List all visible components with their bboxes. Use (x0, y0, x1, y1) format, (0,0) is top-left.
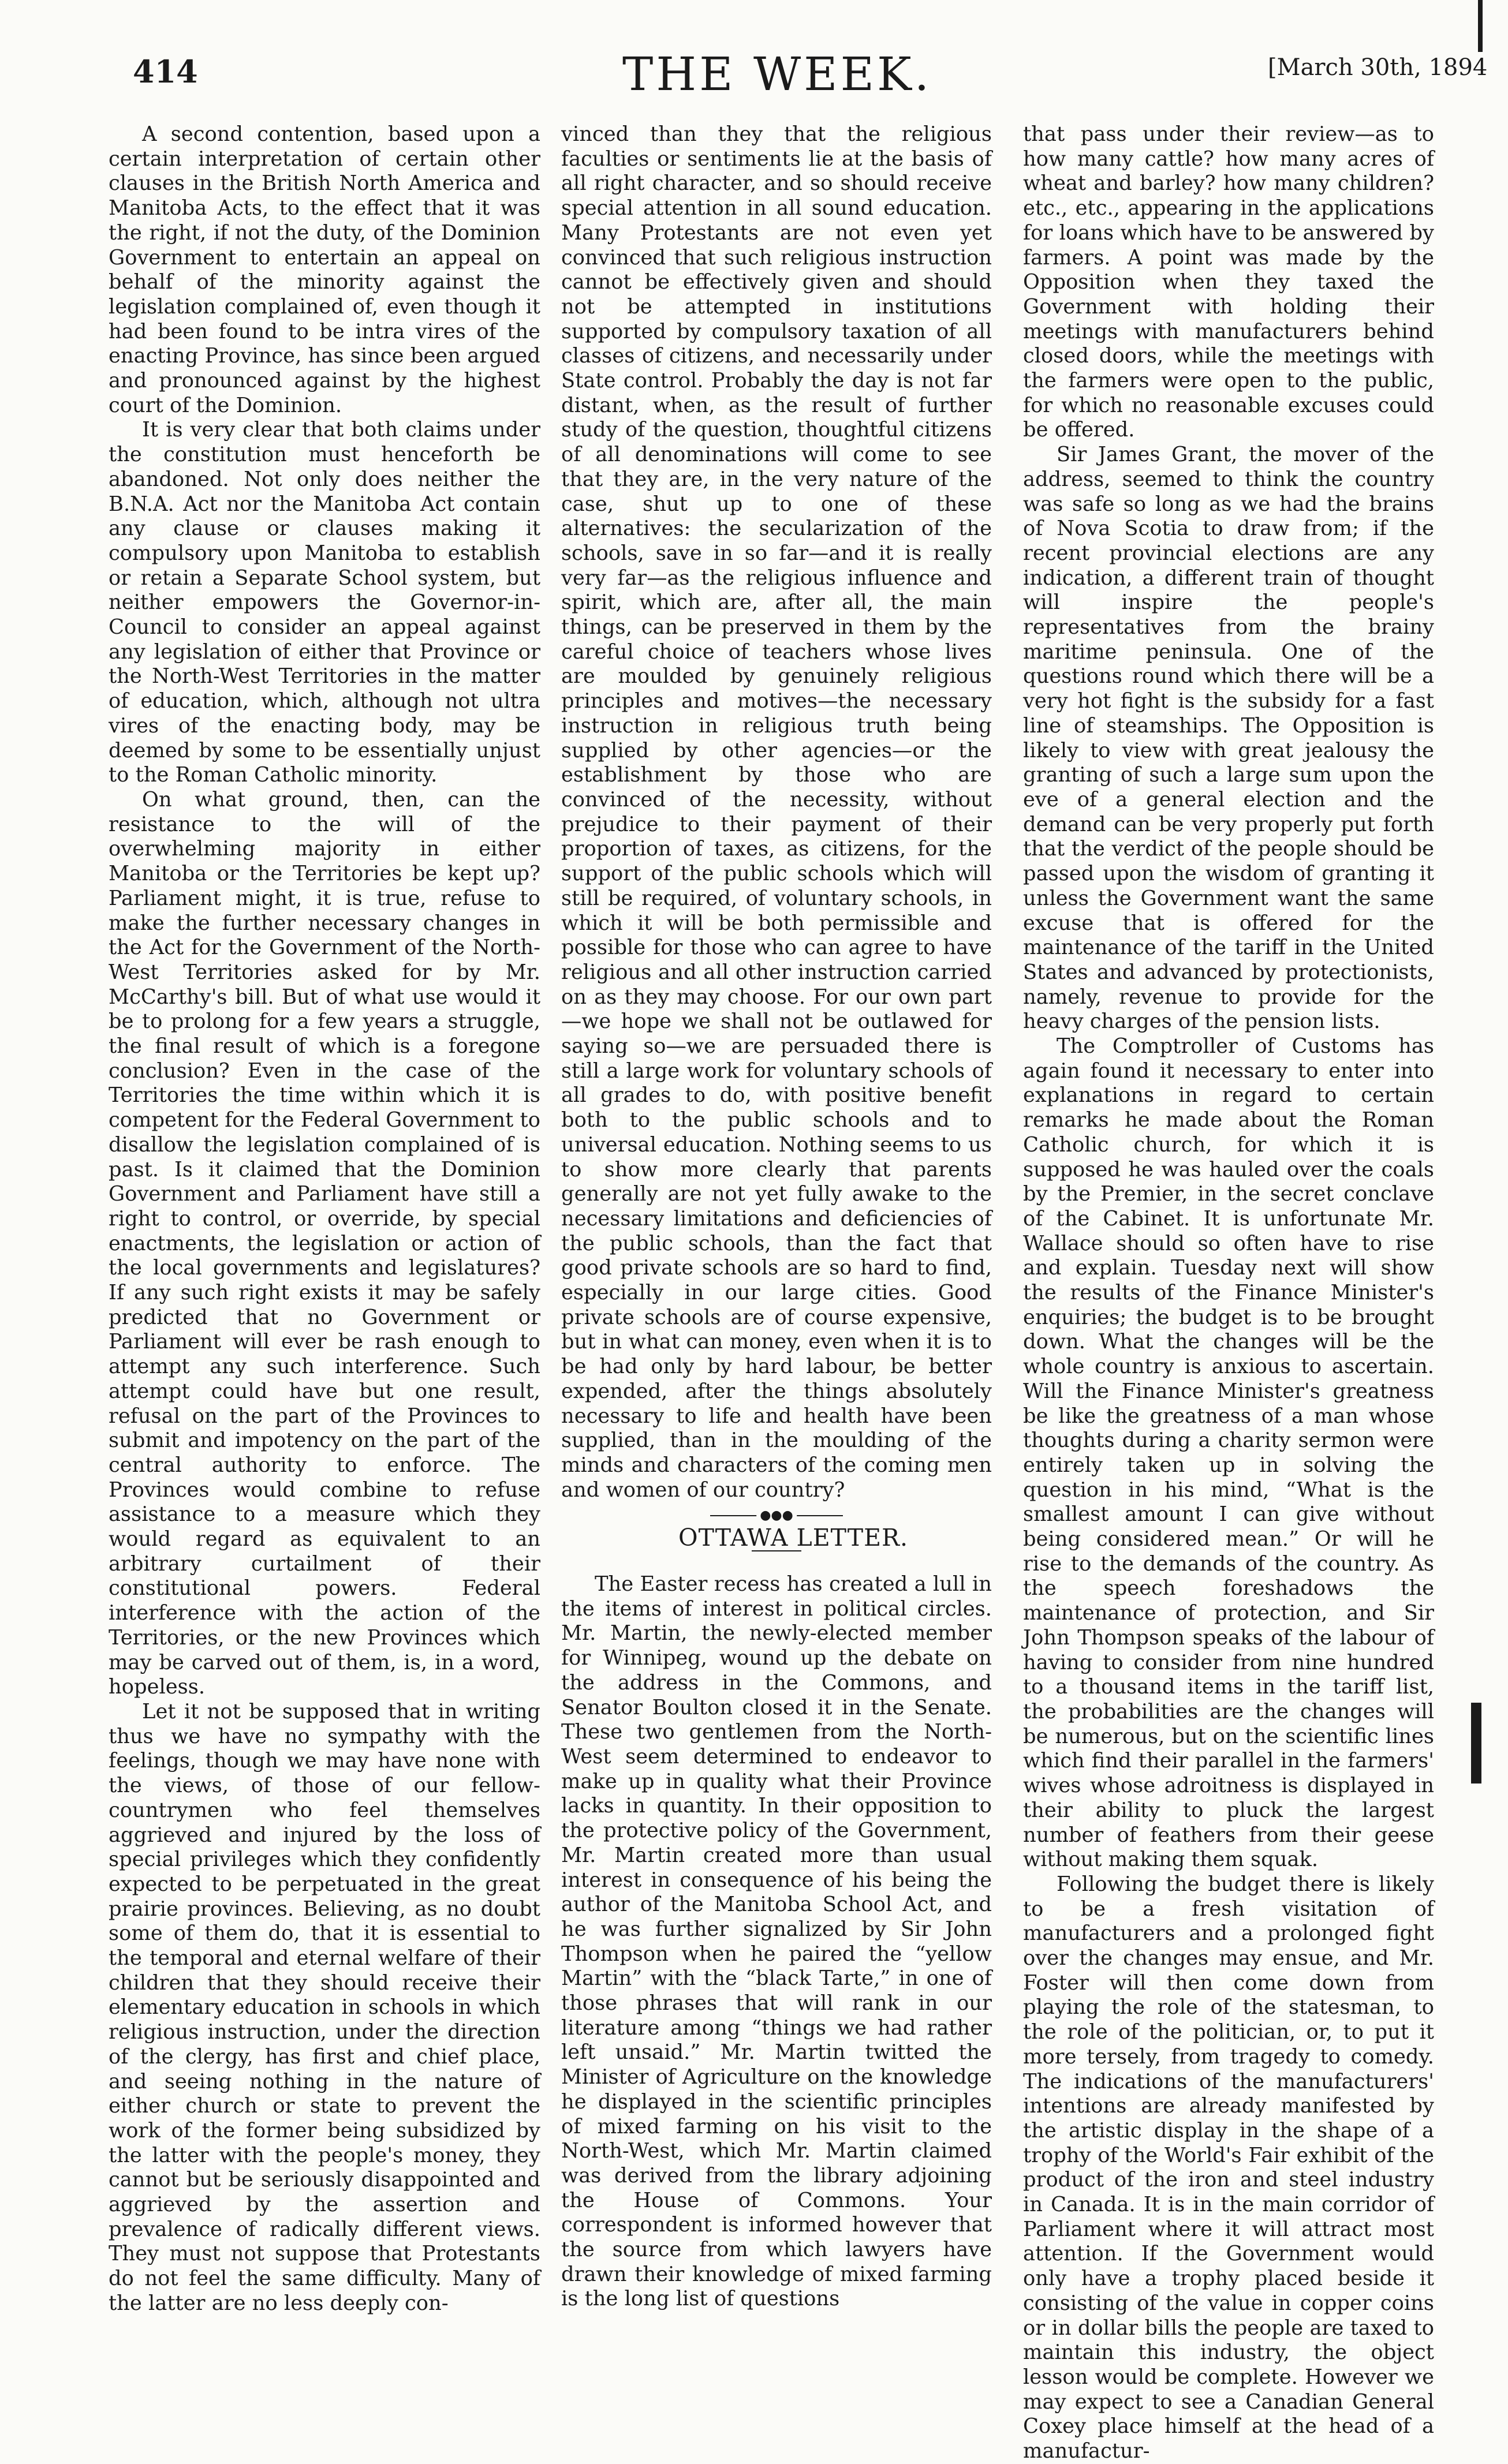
column-3 (1023, 122, 1434, 2463)
column-1 (109, 122, 540, 2315)
paragraph-continued: vinced than they that the religious faculties or sentiments lie at the basis of all right character, and so should receive special attention in all sound education. Many Protestants are not even yet convinced that such religious instruction cannot be effectively given and should not be attempted in institutions supported by compulsory taxation of all classes of citizens, and necessarily under State control. Probably the day is not far distant, when, as the result of further study of the question, thoughtful citizens of all denominations will come to see that they are, in the very nature of the case, shut up to one of these alternatives: the secularization of the schools, save in so far—and it is really very far—as the religious influence and spirit, which are, after all, the main things, can be preserved in them by the careful choice of teachers whose lives are moulded by genuinely religious principles and motives—the necessary instruction in religious truth being supplied by other agencies—or the establishment by those who are convinced of the necessity, without prejudice to their payment of their proportion of taxes, as citizens, for the support of the public schools which will still be required, of voluntary schools, in which it will be both permissible and possible for those who can agree to have religious and all other instruction carried on as they may choose. For our own part—we hope we shall not be outlawed for saying so—we are persuaded there is still a large work for voluntary schools of all grades to do, with positive benefit both to the public schools and to universal education. Nothing seems to us to show more clearly that parents generally are not yet fully awake to the necessary limitations and deficiencies of the public schools, than the fact that good private schools are so hard to find, especially in our large cities. Good private schools are of course expensive, but in what can money, even when it is to be had only by hard labour, be better expended, after the things absolutely necessary to life and health have been supplied, than in the moulding of the minds and characters of the coming men and women of our country? (561, 122, 992, 1502)
section-divider: ●●● (710, 1510, 843, 1521)
binding-edge-mark (1471, 1703, 1481, 1783)
paragraph: Following the budget there is likely to be a fresh visitation of manufacturers and a prolonged fight over the changes may ensue, and Mr. Foster will then come down from playing the role of the statesman, to the role of the politician, or, to put it more tersely, from tragedy to comedy. The indications of the manufacturers' intentions are already manifested by the artistic display in the shape of a trophy of the World's Fair exhibit of the product of the iron and steel industry in Canada. It is in the main corridor of Parliament where it will attract most attention. If the Government would only have a trophy placed beside it consisting of the value in copper coins or in dollar bills the people are taxed to maintain this industry, the object lesson would be complete. However we may expect to see a Canadian General Coxey place himself at the head of a manufactur- (1023, 1872, 1434, 2463)
paragraph: A second contention, based upon a certain interpretation of certain other clauses in the British North America and Manitoba Acts, to the effect that it was the right, if not the duty, of the Dominion Government to entertain an appeal on behalf of the minority against the legislation complained of, even though it had been found to be intra vires of the enacting Province, has since been argued and pronounced against by the highest court of the Dominion. (109, 122, 540, 417)
paragraph: It is very clear that both claims under the constitution must henceforth be abandoned. Not only does neither the B.N.A. Act nor the Manitoba Act contain any clause or clauses making it compulsory upon Manitoba to establish or retain a Separate School system, but neither empowers the Governor-in-Council to consider an appeal against any legislation of either that Province or the North-West Territories in the matter of education, which, although not ultra vires of the enacting body, may be deemed by some to be essentially unjust to the Roman Catholic minority. (109, 418, 540, 787)
section-title: OTTAWA LETTER. (678, 1524, 908, 1552)
page-number: 414 (133, 53, 198, 90)
page-header (0, 0, 1508, 101)
paragraph: Let it not be supposed that in writing thus we have no sympathy with the feelings, though we may have none with the views, of those of our fellow-countrymen who feel themselves aggrieved and injured by the loss of special privileges which they confidently expected to be perpetuated in the great prairie provinces. Believing, as no doubt some of them do, that it is essential to the temporal and eternal welfare of their children that they should receive their elementary education in schools in which religious instruction, under the direction of the clergy, has first and chief place, and seeing nothing in the nature of either church or state to prevent the work of the former being subsidized by the latter with the people's money, they cannot but be seriously disappointed and aggrieved by the assertion and prevalence of radically different views. They must not suppose that Protestants do not feel the same difficulty. Many of the latter are no less deeply con- (109, 1700, 540, 2315)
paragraph-continued: that pass under their review—as to how many cattle? how many acres of wheat and barley? how many children? etc., etc., appearing in the applications for loans which have to be answered by farmers. A point was made by the Opposition when they taxed the Government with holding their meetings with manufacturers behind closed doors, while the meetings with the farmers were open to the public, for which no reasonable excuses could be offered. (1023, 122, 1434, 442)
binding-edge-mark (1478, 0, 1483, 52)
paragraph: The Comptroller of Customs has again found it necessary to enter into explanations in regard to certain remarks he made about the Roman Catholic church, for which it is supposed he was hauled over the coals by the Premier, in the secret conclave of the Cabinet. It is unfortunate Mr. Wallace should so often have to rise and explain. Tuesday next will show the results of the Finance Minister's enquiries; the budget is to be brought down. What the changes will be the whole country is anxious to ascertain. Will the Finance Minister's greatness be like the greatness of a man whose thoughts during a charity sermon were entirely taken up in solving the question in his mind, “What is the smallest amount I can give without being considered mean.” Or will he rise to the demands of the country. As the speech foreshadows the maintenance of protection, and Sir John Thompson speaks of the labour of having to consider from nine hundred to a thousand items in the tariff list, the probabilities are the changes will be numerous, but on the scientific lines which find their parallel in the farmers' wives whose adroitness is displayed in their ability to pluck the largest number of feathers from their geese without making them squak. (1023, 1034, 1434, 1872)
column-2 (561, 122, 992, 2311)
paragraph: The Easter recess has created a lull in the items of interest in political circles. Mr. Martin, the newly-elected member for Winnipeg, wound up the debate on the address in the Commons, and Senator Boulton closed it in the Senate. These two gentlemen from the North-West seem determined to endeavor to make up in quality what their Province lacks in quantity. In their opposition to the protective policy of the Government, Mr. Martin created more than usual interest in consequence of his being the author of the Manitoba School Act, and he was further signalized by Sir John Thompson when he paired the “yellow Martin” with the “black Tarte,” in one of those phrases that will rank in our literature among “things we had rather left unsaid.” Mr. Martin twitted the Minister of Agriculture on the knowledge he displayed in the scientific principles of mixed farming on his visit to the North-West, which Mr. Martin claimed was derived from the library adjoining the House of Commons. Your correspondent is informed however that the source from which lawyers have drawn their knowledge of mixed farming is the long list of questions (561, 1572, 992, 2311)
masthead-title: THE WEEK. (622, 47, 932, 101)
paragraph: Sir James Grant, the mover of the address, seemed to think the country was safe so long as we had the brains of Nova Scotia to draw from; if the recent provincial elections are any indication, a different train of thought will inspire the people's representatives from the brainy maritime peninsula. One of the questions round which there will be a very hot fight is the subsidy for a fast line of steamships. The Opposition is likely to view with great jealousy the granting of such a large sum upon the eve of a general election and the demand can be very properly put forth that the verdict of the people should be passed upon the wisdom of granting it unless the Government want the same excuse that is offered for the maintenance of the tariff in the United States and advanced by protectionists, namely, revenue to provide for the heavy charges of the pension lists. (1023, 443, 1434, 1034)
paragraph: On what ground, then, can the resistance to the will of the overwhelming majority in either Manitoba or the Territories be kept up? Parliament might, it is true, refuse to make the further necessary changes in the Act for the Government of the North-West Territories asked for by Mr. McCarthy's bill. But of what use would it be to prolong for a few years a struggle, the final result of which is a foregone conclusion? Even in the case of the Territories the time within which it is competent for the Federal Government to disallow the legislation complained of is past. Is it claimed that the Dominion Government and Parliament have still a right to control, or override, by special enactments, the legislation or action of the local governments and legislatures? If any such right exists it may be safely predicted that no Government or Parliament will ever be rash enough to attempt any such interference. Such attempt could have but one result, refusal on the part of the Provinces to submit and impotency on the part of the central authority to enforce. The Provinces would combine to refuse assistance to a measure which they would regard as equivalent to an arbitrary curtailment of their constitutional powers. Federal interference with the action of the Territories, or the new Provinces which may be carved out of them, is, in a word, hopeless. (109, 787, 540, 1699)
issue-date: [March 30th, 1894 (1268, 54, 1488, 81)
